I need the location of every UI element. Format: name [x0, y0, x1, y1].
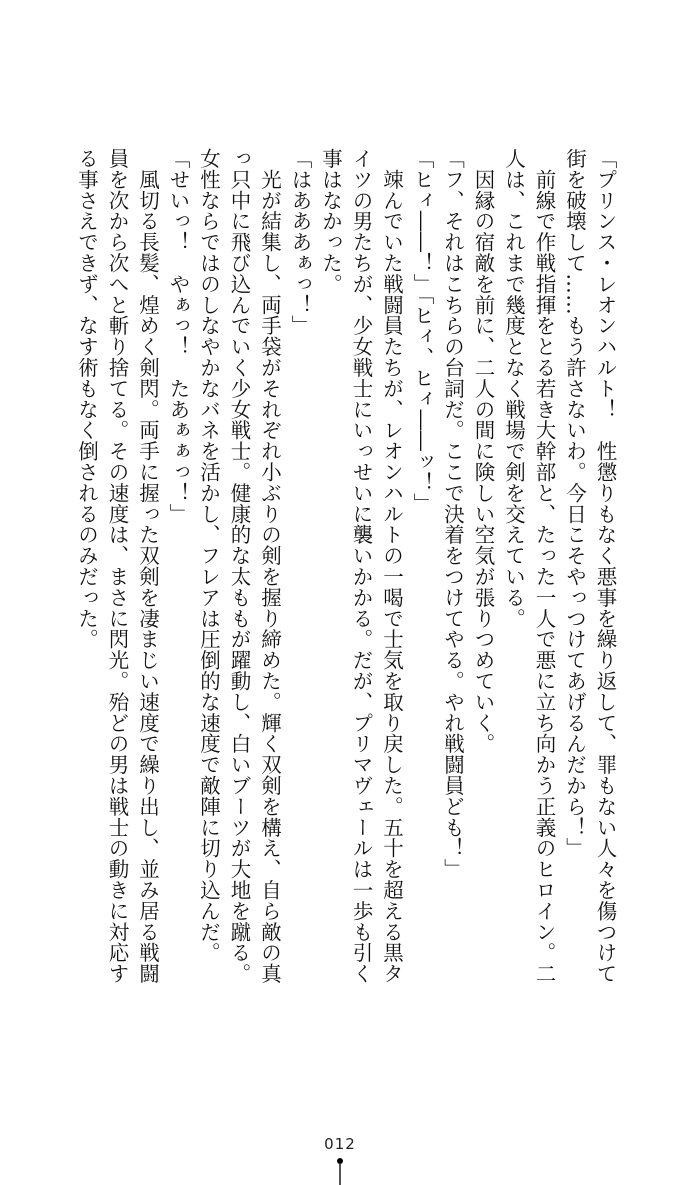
text-line: 竦んでいた戦闘員たちが、レオンハルトの一喝で士気を取り戻した。五十を超える黒タ	[379, 148, 404, 984]
text-line: 因縁の宿敵を前に、二人の間に険しい空気が張りつめていく。	[471, 148, 495, 755]
folio-rule	[339, 1164, 341, 1185]
page-number: 012	[324, 1135, 356, 1153]
body-text	[71, 148, 620, 1128]
text-line: 「ヒィ――！」「ヒィ、ヒィ――ッ！」	[410, 148, 434, 514]
text-line: 人は、これまで幾度となく戦場で剣を交えている。	[501, 148, 526, 629]
text-line: っ只中に飛び込んでいく少女戦士。健康的な太ももが躍動し、白いブーツが大地を蹴る。	[227, 148, 251, 984]
text-line: 「フ、それはこちらの台詞だ。ここで決着をつけてやる。やれ戦闘員ども！」	[440, 148, 465, 880]
text-line: イツの男たちが、少女戦士にいっせいに襲いかかる。だが、プリマヴェールは一歩も引く	[349, 148, 373, 984]
text-line: 員を次から次へと斬り捨てる。その速度は、まさに閃光。殆どの男は戦士の動きに対応す	[105, 148, 129, 984]
text-line: 街を破壊して……もう許さないわ。今日こそやっつけてあげるんだから！」	[562, 148, 587, 859]
text-line: 「はあああぁっ！」	[288, 148, 312, 337]
text-line: 前線で作戦指揮をとる若き大幹部と、たった一人で悪に立ち向かう正義のヒロイン。二	[532, 148, 556, 984]
text-line: 「せいっ！ やぁっ！ たあぁぁっ！」	[166, 148, 190, 525]
text-line: る事さえできず、なす術もなく倒されるのみだった。	[74, 148, 99, 650]
text-line: 女性ならではのしなやかなバネを活かし、フレアは圧倒的な速度で敵陣に切り込んだ。	[196, 148, 221, 964]
text-line: 事はなかった。	[318, 148, 343, 295]
text-line: 光が結集し、両手袋がそれぞれ小ぶりの剣を握り締めた。輝く双剣を構え、自ら敵の真	[257, 148, 282, 984]
text-line: 「プリンス・レオンハルト！ 性懲りもなく悪事を繰り返して、罪もない人々を傷つけて	[593, 148, 617, 984]
text-line: 風切る長髪、煌めく剣閃。両手に握った双剣を凄まじい速度で繰り出し、並み居る戦闘	[135, 148, 160, 984]
